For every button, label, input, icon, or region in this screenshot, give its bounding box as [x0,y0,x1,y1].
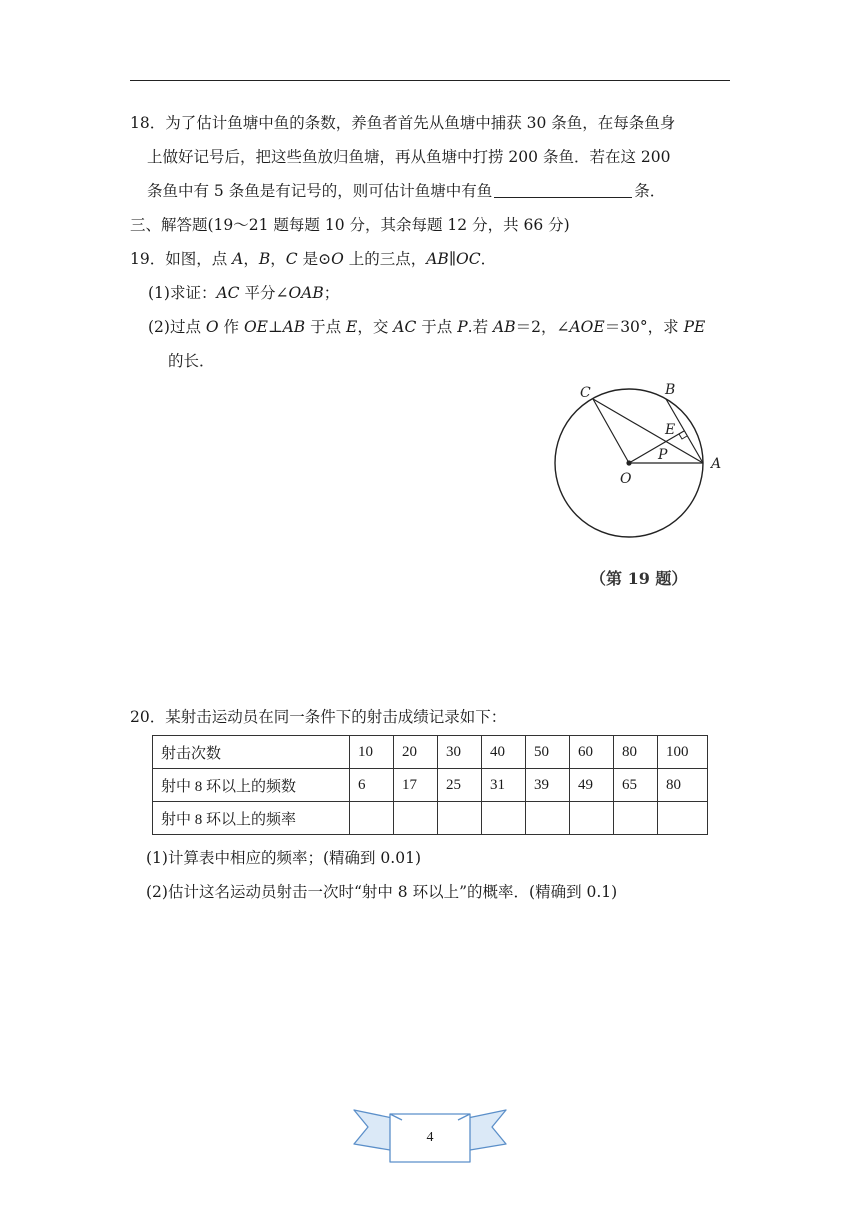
row-header: 射中 8 环以上的频率 [153,802,350,835]
q19-part-2: (2)过点 O 作 OE⊥AB 于点 E，交 AC 于点 P.若 AB＝2，∠AOE＝30°，求 PE [148,318,706,336]
segment-oc [593,399,629,463]
table-cell: 50 [526,736,570,769]
table-cell: 31 [482,769,526,802]
table-cell: 25 [438,769,482,802]
table-cell: 30 [438,736,482,769]
label-e: E [665,422,676,438]
label-p: P [658,447,668,463]
table-cell: 60 [570,736,614,769]
answer-cell[interactable] [350,802,394,835]
row-header: 射击次数 [153,736,350,769]
q18-line-2: 上做好记号后，把这些鱼放归鱼塘，再从鱼塘中打捞 200 条鱼．若在这 200 [147,148,671,166]
table-row [153,802,708,835]
q19-part-1: (1)求证：AC 平分∠OAB； [148,284,340,302]
section-heading: 三、解答题(19～21 题每题 10 分，其余每题 12 分，共 66 分) [130,216,570,234]
table-cell: 65 [614,769,658,802]
table-cell: 10 [350,736,394,769]
q18-line-3 [147,181,665,201]
label-o: O [620,471,632,487]
table-cell: 17 [394,769,438,802]
q19-geometry-figure [550,375,740,550]
q19-stem: 19．如图，点 A，B，C 是⊙O 上的三点，AB∥OC． [130,250,497,268]
segment-ac [593,399,703,463]
label-b: B [665,382,676,398]
table-cell: 100 [658,736,708,769]
answer-cell[interactable] [438,802,482,835]
table-row [153,736,708,769]
shooting-table [152,735,708,835]
q18-answer-blank[interactable] [494,182,632,198]
answer-cell[interactable] [658,802,708,835]
label-c: C [580,385,591,401]
table-cell: 40 [482,736,526,769]
answer-cell[interactable] [614,802,658,835]
q20-part-1: (1)计算表中相应的频率；(精确到 0.01) [146,849,421,867]
figure-caption: （第 19 题） [590,569,688,588]
answer-cell[interactable] [570,802,614,835]
answer-cell[interactable] [394,802,438,835]
table-cell: 6 [350,769,394,802]
row-header: 射中 8 环以上的频数 [153,769,350,802]
page-number: 4 [426,1130,434,1145]
q20-part-2: (2)估计这名运动员射击一次时“射中 8 环以上”的概率．(精确到 0.1) [146,883,618,901]
table-cell: 80 [658,769,708,802]
q18-line-3-text: 条鱼中有 5 条鱼是有记号的，则可估计鱼塘中有鱼 [147,182,493,200]
header-rule [130,80,730,81]
answer-cell[interactable] [526,802,570,835]
answer-cell[interactable] [482,802,526,835]
q18-line-1: 18．为了估计鱼塘中鱼的条数，养鱼者首先从鱼塘中捕获 30 条鱼，在每条鱼身 [130,114,676,132]
label-a: A [711,456,722,472]
right-angle-mark [679,434,687,439]
table-cell: 80 [614,736,658,769]
table-row [153,769,708,802]
table-cell: 39 [526,769,570,802]
table-cell: 20 [394,736,438,769]
table-cell: 49 [570,769,614,802]
q20-stem: 20．某射击运动员在同一条件下的射击成绩记录如下： [130,708,507,726]
q19-part-2-line-2: 的长． [168,352,215,370]
center-point [626,460,631,465]
q18-line-3-end: 条． [634,182,666,200]
